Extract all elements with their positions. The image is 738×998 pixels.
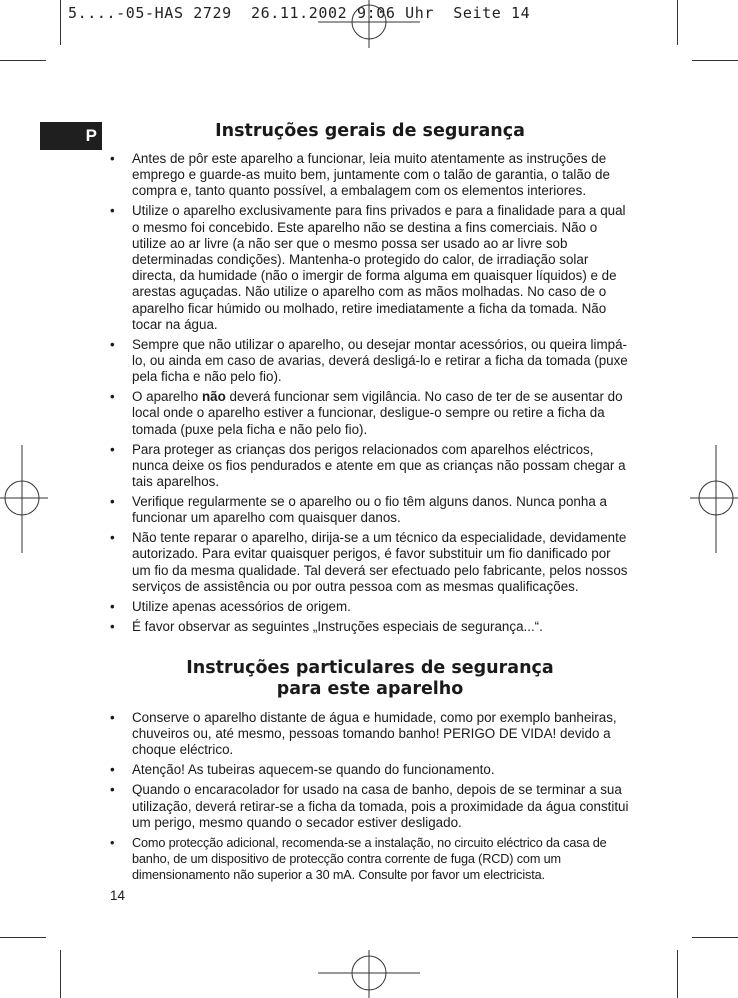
list-item xyxy=(110,337,630,386)
print-header xyxy=(68,4,530,22)
general-safety-title: Instruções gerais de segurança xyxy=(215,121,525,141)
page-number: 14 xyxy=(110,888,125,903)
list-item-text: Para proteger as crianças dos perigos relacionados com aparelhos eléctricos, nunca deixe os fios pendurados e atente em que as crianças não possam chegar a tais aparelhos. xyxy=(132,441,626,490)
list-item xyxy=(110,203,630,333)
list-item-text: Quando o encaracolador for usado na casa de banho, depois de se terminar a sua utilização, deverá retirar-se a ficha da tomada, pois a proximidade da água constitui um perigo, mesmo quando o secador estiver desligado. xyxy=(132,782,629,830)
list-item xyxy=(110,835,630,884)
crop-mark-top-left-horizontal xyxy=(0,60,46,61)
list-item xyxy=(110,710,630,759)
bullet: • xyxy=(110,762,115,778)
crop-mark-bottom-left-vertical xyxy=(60,950,61,998)
list-item-text: Antes de pôr este aparelho a funcionar, leia muito atentamente as instruções de emprego e guarde-as muito bem, juntamente com o talão de garantia, o talão de compra e, tanto quanto possível, a embalagem com os elementos interiores. xyxy=(132,151,610,199)
bullet: • xyxy=(110,441,115,457)
bullet: • xyxy=(110,835,115,850)
language-tab: P xyxy=(40,122,102,150)
header-page-label: Seite 14 xyxy=(453,4,531,22)
list-item-text: Verifique regularmente se o aparelho ou o fio têm alguns danos. Nunca ponha a funcionar um aparelho com quaisquer danos. xyxy=(132,494,607,526)
crop-mark-top-right-horizontal xyxy=(692,60,738,61)
list-item xyxy=(110,599,630,615)
particular-safety-list xyxy=(110,710,630,887)
bullet: • xyxy=(110,598,115,614)
particular-safety-title xyxy=(110,658,630,700)
list-item xyxy=(110,494,630,526)
general-safety-list xyxy=(110,151,630,639)
particular-safety-title-line-1: Instruções particulares de segurança xyxy=(186,658,554,678)
list-item-text: Atenção! As tubeiras aquecem-se quando do funcionamento. xyxy=(132,762,495,778)
header-file-name: 5....-05-HAS 2729 xyxy=(68,4,232,22)
list-item-text-emphasis: não xyxy=(201,389,226,405)
particular-safety-title-line-2: para este aparelho xyxy=(276,679,464,699)
registration-mark-right xyxy=(690,445,738,555)
list-item-text: Utilize o aparelho exclusivamente para fins privados e para a finalidade para a qual o mesmo foi concebido. Este aparelho não se destina a fins comerciais. Não o utilize ao ar livre (a não ser que o mesmo possa ser usado ao ar livre sob determinadas condições). Mantenha-o protegido do calor, de irradiação solar directa, da humidade (não o imergir de forma alguma em quaisquer líquidos) e de arestas aguçadas. Não utilize o aparelho com as mãos molhadas. No caso de o aparelho ficar húmido ou molhado, retire imediatamente a ficha da tomada. Não tocar na água. xyxy=(132,203,626,332)
bullet: • xyxy=(110,151,115,166)
list-item-text: Sempre que não utilizar o aparelho, ou desejar montar acessórios, ou queira limpá-lo, ou ainda em caso de avarias, deverá desligá-lo e retirar a ficha da tomada (puxe pela ficha e não pelo fio). xyxy=(132,336,628,385)
bullet: • xyxy=(110,530,115,546)
registration-mark-top xyxy=(318,0,420,50)
crop-mark-top-right-vertical xyxy=(677,0,678,45)
list-item-text: Utilize apenas acessórios de origem. xyxy=(132,598,351,614)
list-item-text: Não tente reparar o aparelho, dirija-se a um técnico da especialidade, devidamente autorizado. Para evitar quaisquer perigos, é favor substituir um fio danificado por um fio da mesma qualidade. Tal deverá ser efectuado pelo fabricante, pelos nossos serviços de assistência ou por outra pessoa com as mesmas qualificações. xyxy=(132,530,628,594)
bullet: • xyxy=(110,203,115,219)
bullet: • xyxy=(110,782,115,798)
header-time: 9:06 Uhr xyxy=(356,4,434,22)
crop-mark-bottom-left-horizontal xyxy=(0,937,46,938)
bullet: • xyxy=(110,618,115,634)
crop-mark-top-left-vertical xyxy=(60,0,61,45)
list-item-text: Como protecção adicional, recomenda-se a instalação, no circuito eléctrico da casa de banho, de um dispositivo de protecção contra corrente de fuga (RCD) com um dimensionamento não superior a 30 mA. Consulte por favor um electricista. xyxy=(132,835,607,883)
list-item xyxy=(110,762,630,778)
bullet: • xyxy=(110,389,115,405)
list-item xyxy=(110,389,630,438)
list-item-text-after: deverá funcionar sem vigilância. No caso de ter de se ausentar do local onde o aparelho estiver a funcionar, desligue-o sempre ou retire a ficha da tomada (puxe pela ficha e não pelo fio). xyxy=(132,389,623,437)
list-item xyxy=(110,782,630,831)
list-item-text-before: O aparelho xyxy=(132,389,202,405)
bullet: • xyxy=(110,336,115,352)
header-date: 26.11.2002 xyxy=(251,4,348,22)
list-item xyxy=(110,151,630,200)
crop-mark-bottom-right-vertical xyxy=(677,950,678,998)
registration-mark-left xyxy=(0,445,50,555)
bullet: • xyxy=(110,494,115,510)
list-item xyxy=(110,619,630,635)
list-item-text: Conserve o aparelho distante de água e humidade, como por exemplo banheiras, chuveiros ou, até mesmo, pessoas tomando banho! PERIGO DE VIDA! devido a choque eléctrico. xyxy=(132,710,617,758)
bullet: • xyxy=(110,710,115,725)
list-item xyxy=(110,442,630,491)
crop-mark-bottom-right-horizontal xyxy=(692,937,738,938)
registration-mark-bottom xyxy=(318,948,420,998)
list-item-text: É favor observar as seguintes „Instruções especiais de segurança...“. xyxy=(132,618,543,634)
list-item xyxy=(110,530,630,595)
